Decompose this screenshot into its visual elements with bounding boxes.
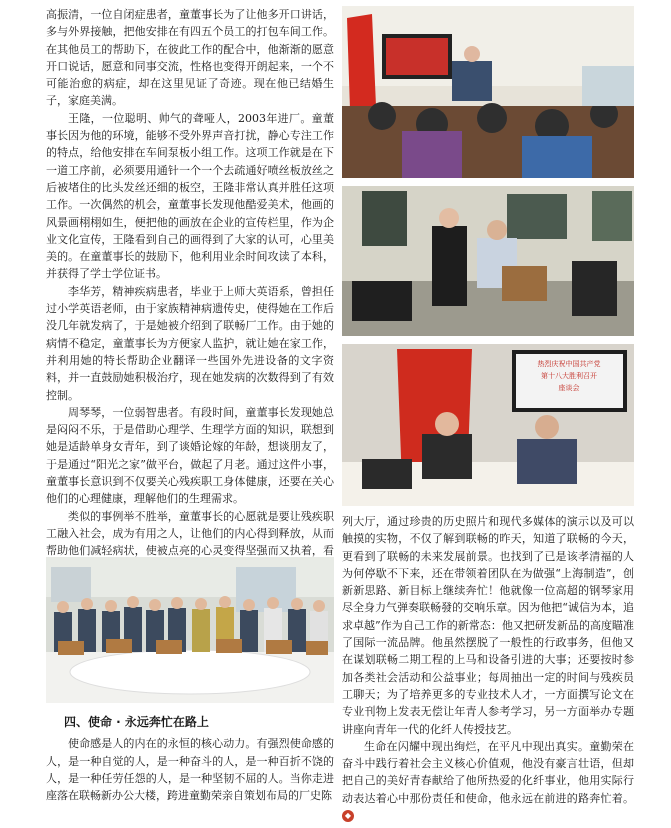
paragraph: 王隆，一位聪明、帅气的聋哑人，2003年进厂。童董事长因为他的环境，能够不受外界声音打扰，静心专注工作的特点，给他安排在车间泵板小组工作。这项工作就是在下一道工序前，必须要用通针一个一个去疏通好喷丝板放丝之后被堵住的比头发丝还细的板空，王隆非常认真并胜任这项工作。一次偶然的机会，童董事长发现他酷爱美术，他画的风景画栩栩如生，便把他的画放在企业的宣传栏里，作为企业文化宣传，王隆看到自己的画得到了大家的认可，心里美美的。在童董事长的鼓励下，他利用业余时间攻读了本科，并获得了学士学位证书。 — [46, 111, 334, 281]
paragraph: 使命感是人的内在的永恒的核心动力。有强烈使命感的人，是一种自觉的人，是一种奋斗的人，是一种百折不饶的人，是一种任劳任怨的人，是一种坚韧不屈的人。当你走进座落在联畅新办公大楼，跨进童勤荣亲自策划布局的厂史陈 — [46, 737, 334, 803]
right-column-text — [342, 513, 634, 824]
paragraph: 周琴琴，一位弱智患者。有段时间，童董事长发现她总是闷闷不乐，于是借助心理学、生理学方面的知识，联想到她是适龄单身女青年，到了谈婚论嫁的年龄，想谈朋友了，于是通过“阳光之家”做平台，做起了月老。通过这件小事，童董事长意识到不仅要关心残疾职工身体健康，还要在关心他们的心理健康，理解他们的生理需求。 — [46, 405, 334, 506]
paragraph: 列大厅，通过珍贵的历史照片和现代多媒体的演示以及可以触摸的实物，不仅了解到联畅的昨天，知道了联畅的今天，更看到了联畅的未来发展前景。也找到了已是该孝清福的人为何停歇不下来，还在带领着团队在为做强“上海制造”，创新新思路、新目标上继续奔忙！他就像一位高超的钢琴家用尽全身力气弹奏联畅發的交响乐章。因为他把“诚信为本，追求卓越”作为自己工作的新常态：他又把研发新品的高度瞄准了国际一流品牌。他虽然摆脱了一般性的行政事务，但他又在谋划联畅二期工程的上马和设备引进的大事；还要按时参加各类社会活动和公益事业；每周抽出一定的时间与残疾员工聊天；为了培养更多的专业技术人才，一方面撰写论文在专业刊物上发表无偿让年青人参考学习，另一方面举办专题讲座向青年一代的化纤人传授技艺。 — [342, 515, 634, 736]
meeting-photo — [342, 6, 634, 178]
group-photo — [46, 557, 334, 703]
paragraph: 李华芳，精神疾病患者，毕业于上师大英语系，曾担任过小学英语老师，由于家族精神病遗传史，使得她在工作后没几年就发病了，于是她被介绍到了联畅厂工作。由于她的病情不稳定，童董事长为方便家人监护，就让她在家工作，并利用她的特长帮助企业翻译一些国外先进设备的文字资料，并一直鼓励她积极治疗，现在她发病的次数得到了有效控制。 — [46, 284, 334, 402]
left-column-bottom-text — [46, 708, 334, 804]
section-heading: 四、使命 · 永远奔忙在路上 — [64, 715, 209, 729]
left-column-text — [46, 6, 334, 577]
visit-photo — [342, 186, 634, 336]
screen-text: 热烈庆祝中国共产党 — [537, 360, 601, 368]
paragraph — [342, 738, 634, 824]
conference-photo — [342, 344, 634, 506]
paragraph: 类似的事例举不胜举，童董事长的心愿就是要让残疾职工融入社会，成为有用之人，让他们的内心得到释放，从而帮助他们减轻病状，使被点亮的心灵变得坚强而又执着，看 — [46, 509, 334, 558]
screen-text: 第十八大胜利召开 — [541, 372, 597, 380]
end-mark-icon: ◆ — [342, 810, 354, 822]
screen-text: 座谈会 — [558, 384, 580, 392]
paragraph: 高振清，一位自闭症患者，童董事长为了让他多开口讲话，多与外界接触，把他安排在有四五个员工的打包车间工作。在其他员工的帮助下，在彼此工作的配合中，他渐渐的愿意开口说话，愿意和同事交流，性格也变得开朗起来，一个不可能治愈的病症，却在这里见证了奇迹。现在他已结婚生子，家庭美满。 — [46, 8, 334, 108]
paragraph-text: 生命在闪耀中现出绚烂，在平凡中现出真实。童勤荣在奋斗中践行着社会主义核心价值观，他没有豪言壮语，但却把自己的美好青春献给了他所热爱的化纤事业，他用实际行动表达着心中那份责任和使命，他永远在前进的路奔忙着。 — [342, 739, 634, 805]
